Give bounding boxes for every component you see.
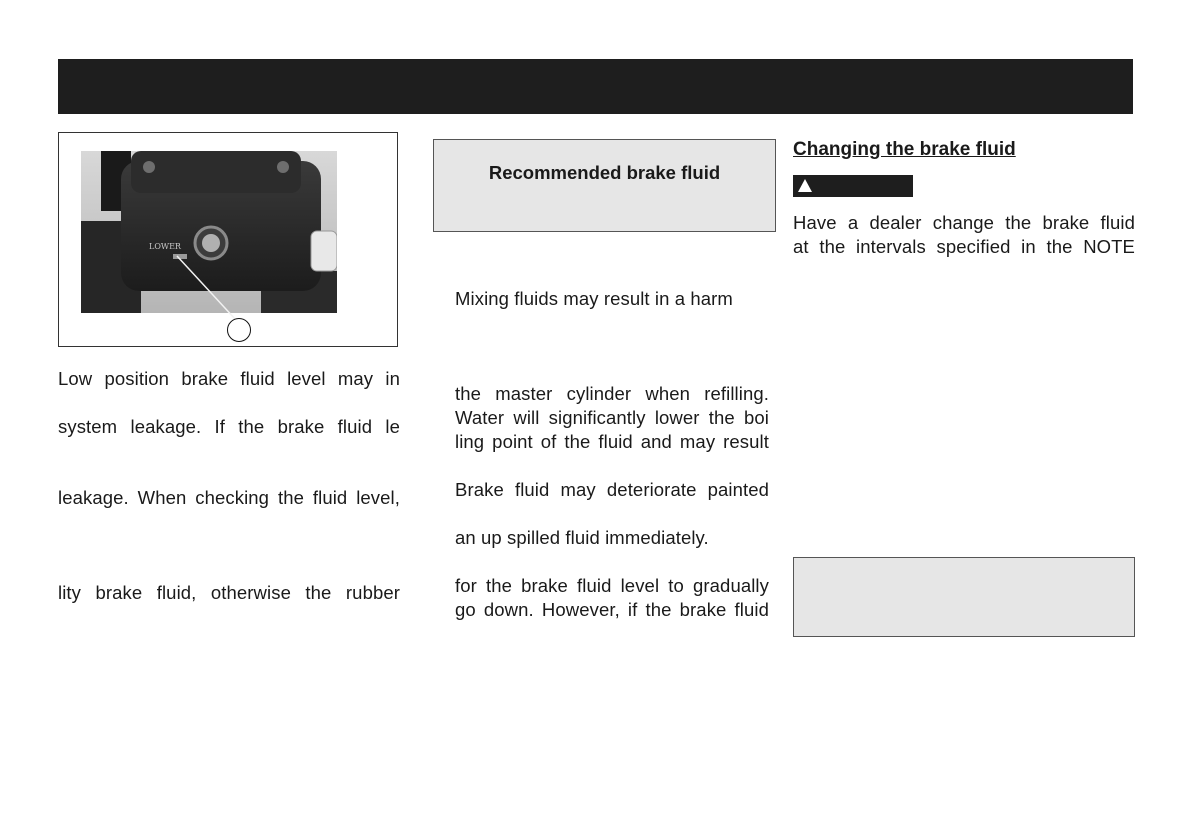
col2-line: Brake fluid may deteriorate painted <box>455 479 769 500</box>
col1-line: system leakage. If the brake fluid le <box>58 416 400 437</box>
note-box <box>793 557 1135 637</box>
brake-reservoir-photo <box>81 151 337 313</box>
col1-line: leakage. When checking the fluid level, <box>58 487 400 508</box>
warning-triangle-icon <box>797 178 813 193</box>
col2-line: go down. However, if the brake fluid <box>455 599 769 620</box>
col2-line: Water will significantly lower the boi <box>455 407 769 428</box>
col2-line: the master cylinder when refilling. <box>455 383 769 404</box>
warning-badge <box>793 175 913 197</box>
col3-line: Have a dealer change the brake fluid <box>793 212 1135 233</box>
col2-line: ling point of the fluid and may result <box>455 431 769 452</box>
recommended-fluid-title: Recommended brake fluid <box>488 162 721 183</box>
col1-line: lity brake fluid, otherwise the rubber <box>58 582 400 603</box>
col2-line: for the brake fluid level to gradually <box>455 575 769 596</box>
col3-line: at the intervals specified in the NOTE <box>793 236 1135 257</box>
col2-line: Mixing fluids may result in a harm <box>455 288 733 309</box>
figure-frame <box>58 132 398 347</box>
col2-line: an up spilled fluid immediately. <box>455 527 709 548</box>
header-bar <box>58 59 1133 114</box>
section-heading: Changing the brake fluid <box>793 139 1016 160</box>
recommended-fluid-box <box>433 139 776 232</box>
photo-lower-label: LOWER <box>149 242 181 251</box>
col1-line: Low position brake fluid level may in <box>58 368 400 389</box>
callout-circle-icon <box>227 318 251 342</box>
